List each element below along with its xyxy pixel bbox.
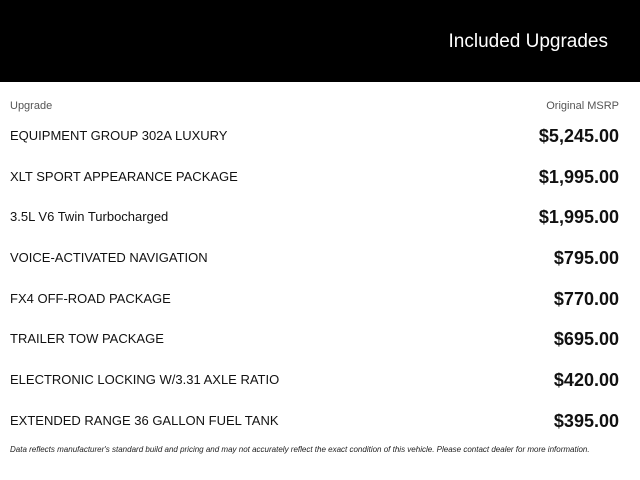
upgrade-row	[10, 401, 619, 442]
disclaimer-text: Data reflects manufacturer's standard build and pricing and may not accurately reflect the exact condition of this vehicle. Please contact dealer for more information.	[10, 445, 590, 454]
column-headers	[10, 99, 619, 113]
header-bar	[0, 0, 640, 82]
upgrade-name: EXTENDED RANGE 36 GALLON FUEL TANK	[10, 412, 279, 428]
upgrade-row	[10, 238, 619, 279]
upgrade-price: $795.00	[553, 248, 619, 269]
upgrade-price: $1,995.00	[538, 207, 619, 228]
upgrade-price: $395.00	[553, 410, 619, 431]
upgrade-name: ELECTRONIC LOCKING W/3.31 AXLE RATIO	[10, 372, 280, 388]
upgrade-price: $420.00	[553, 370, 619, 391]
upgrade-name: VOICE-ACTIVATED NAVIGATION	[10, 250, 208, 266]
page-title: Included Upgrades	[448, 31, 608, 52]
upgrade-row	[10, 319, 619, 360]
upgrade-name: 3.5L V6 Twin Turbocharged	[10, 209, 169, 225]
upgrade-price: $5,245.00	[538, 126, 619, 146]
upgrade-name: TRAILER TOW PACKAGE	[10, 331, 164, 347]
upgrade-row	[10, 279, 619, 320]
upgrade-price: $695.00	[553, 329, 619, 350]
upgrade-name: FX4 OFF-ROAD PACKAGE	[10, 290, 171, 306]
upgrade-row	[10, 197, 619, 238]
upgrade-price: $770.00	[553, 288, 619, 309]
column-header-msrp: Original MSRP	[546, 100, 619, 112]
upgrades-list	[10, 116, 619, 442]
column-header-upgrade: Upgrade	[10, 100, 53, 112]
upgrade-price: $1,995.00	[538, 166, 619, 187]
upgrade-row	[10, 116, 619, 157]
upgrade-name: XLT SPORT APPEARANCE PACKAGE	[10, 168, 238, 184]
upgrade-name: EQUIPMENT GROUP 302A LUXURY	[10, 128, 228, 143]
upgrade-row	[10, 157, 619, 198]
upgrade-row	[10, 360, 619, 401]
